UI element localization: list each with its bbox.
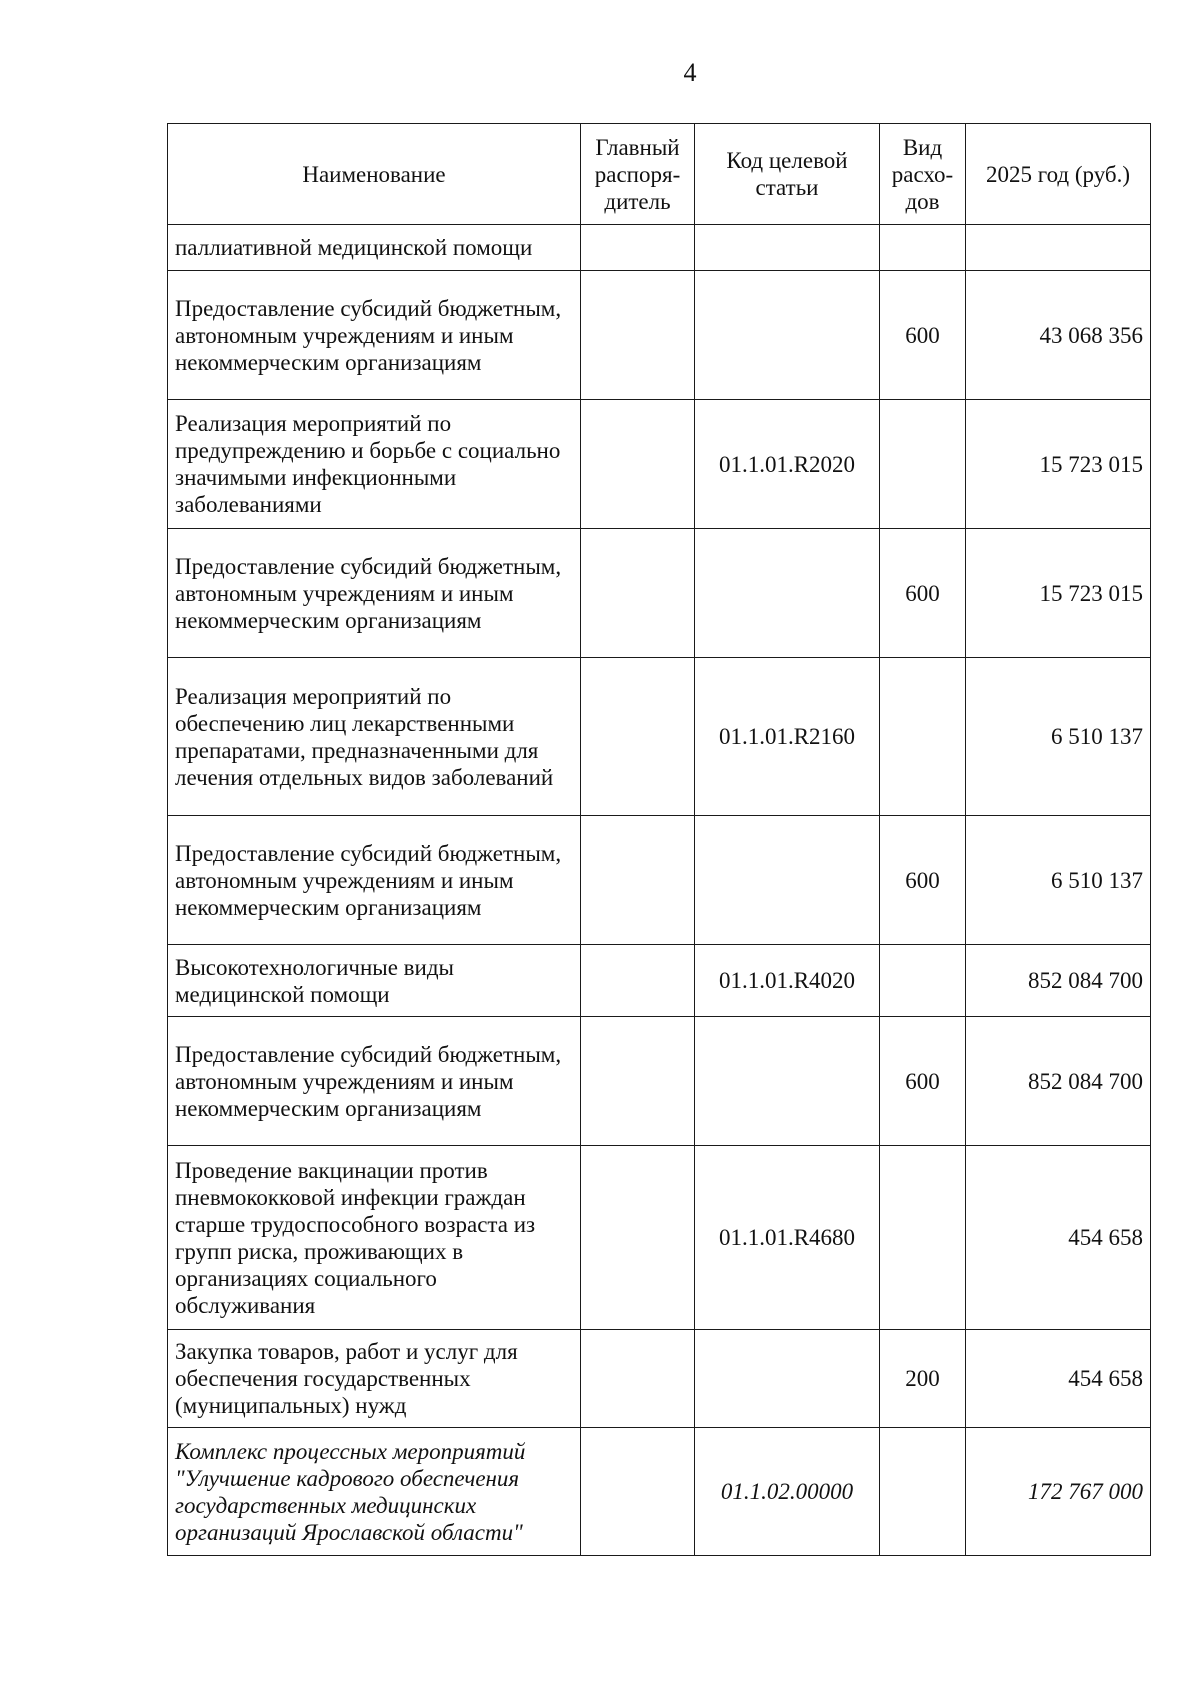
header-code: Код целевой статьи <box>695 124 880 225</box>
cell-manager <box>581 529 695 658</box>
cell-code <box>695 529 880 658</box>
cell-code: 01.1.01.R4020 <box>695 945 880 1017</box>
cell-code: 01.1.01.R4680 <box>695 1146 880 1330</box>
cell-name: паллиативной медицинской помощи <box>168 225 581 271</box>
cell-name: Реализация мероприятий по обеспечению лиц лекарственными препаратами, предназначенными для лечения отдельных видов заболеваний <box>168 658 581 816</box>
cell-code <box>695 816 880 945</box>
cell-code <box>695 1330 880 1428</box>
cell-manager <box>581 271 695 400</box>
cell-name: Предоставление субсидий бюджетным, автономным учреждениям и иным некоммерческим организациям <box>168 271 581 400</box>
cell-name: Закупка товаров, работ и услуг для обеспечения государственных (муниципальных) нужд <box>168 1330 581 1428</box>
cell-code <box>695 1017 880 1146</box>
header-name: Наименование <box>168 124 581 225</box>
table-row <box>168 945 1151 1017</box>
table-row <box>168 1017 1151 1146</box>
cell-type <box>880 400 966 529</box>
cell-manager <box>581 1017 695 1146</box>
cell-name: Высокотехнологичные виды медицинской помощи <box>168 945 581 1017</box>
page-number: 4 <box>683 58 697 87</box>
cell-type: 600 <box>880 529 966 658</box>
cell-amount: 6 510 137 <box>966 658 1151 816</box>
cell-amount: 852 084 700 <box>966 1017 1151 1146</box>
cell-amount: 15 723 015 <box>966 529 1151 658</box>
table-header-row <box>168 124 1151 225</box>
cell-type <box>880 658 966 816</box>
cell-code: 01.1.01.R2160 <box>695 658 880 816</box>
table-row <box>168 816 1151 945</box>
cell-type <box>880 1428 966 1556</box>
header-type: Вид расхо-дов <box>880 124 966 225</box>
cell-manager <box>581 1146 695 1330</box>
cell-code: 01.1.01.R2020 <box>695 400 880 529</box>
cell-type: 600 <box>880 1017 966 1146</box>
cell-manager <box>581 816 695 945</box>
cell-amount: 454 658 <box>966 1330 1151 1428</box>
cell-name: Комплекс процессных мероприятий "Улучшение кадрового обеспечения государственных медицинских организаций Ярославской области" <box>168 1428 581 1556</box>
cell-type <box>880 945 966 1017</box>
cell-amount: 6 510 137 <box>966 816 1151 945</box>
cell-code <box>695 271 880 400</box>
cell-name: Реализация мероприятий по предупреждению и борьбе с социально значимыми инфекционными заболеваниями <box>168 400 581 529</box>
cell-name: Предоставление субсидий бюджетным, автономным учреждениям и иным некоммерческим организациям <box>168 1017 581 1146</box>
cell-manager <box>581 225 695 271</box>
cell-manager <box>581 945 695 1017</box>
table-row <box>168 658 1151 816</box>
cell-type <box>880 225 966 271</box>
cell-manager <box>581 400 695 529</box>
cell-type: 200 <box>880 1330 966 1428</box>
table-row <box>168 1428 1151 1556</box>
cell-name: Проведение вакцинации против пневмококковой инфекции граждан старше трудоспособного возраста из групп риска, проживающих в организациях социального обслуживания <box>168 1146 581 1330</box>
cell-type: 600 <box>880 816 966 945</box>
table-row <box>168 1330 1151 1428</box>
budget-table <box>167 123 1151 1556</box>
table-row <box>168 400 1151 529</box>
cell-amount: 172 767 000 <box>966 1428 1151 1556</box>
table-row <box>168 1146 1151 1330</box>
header-year: 2025 год (руб.) <box>966 124 1151 225</box>
table-row <box>168 529 1151 658</box>
table-row <box>168 225 1151 271</box>
cell-amount <box>966 225 1151 271</box>
table-row <box>168 271 1151 400</box>
cell-amount: 852 084 700 <box>966 945 1151 1017</box>
cell-manager <box>581 658 695 816</box>
cell-amount: 15 723 015 <box>966 400 1151 529</box>
cell-type: 600 <box>880 271 966 400</box>
cell-type <box>880 1146 966 1330</box>
cell-manager <box>581 1330 695 1428</box>
header-manager: Главный распоря-дитель <box>581 124 695 225</box>
cell-amount: 43 068 356 <box>966 271 1151 400</box>
cell-code: 01.1.02.00000 <box>695 1428 880 1556</box>
cell-name: Предоставление субсидий бюджетным, автономным учреждениям и иным некоммерческим организациям <box>168 816 581 945</box>
cell-code <box>695 225 880 271</box>
cell-manager <box>581 1428 695 1556</box>
cell-name: Предоставление субсидий бюджетным, автономным учреждениям и иным некоммерческим организациям <box>168 529 581 658</box>
cell-amount: 454 658 <box>966 1146 1151 1330</box>
